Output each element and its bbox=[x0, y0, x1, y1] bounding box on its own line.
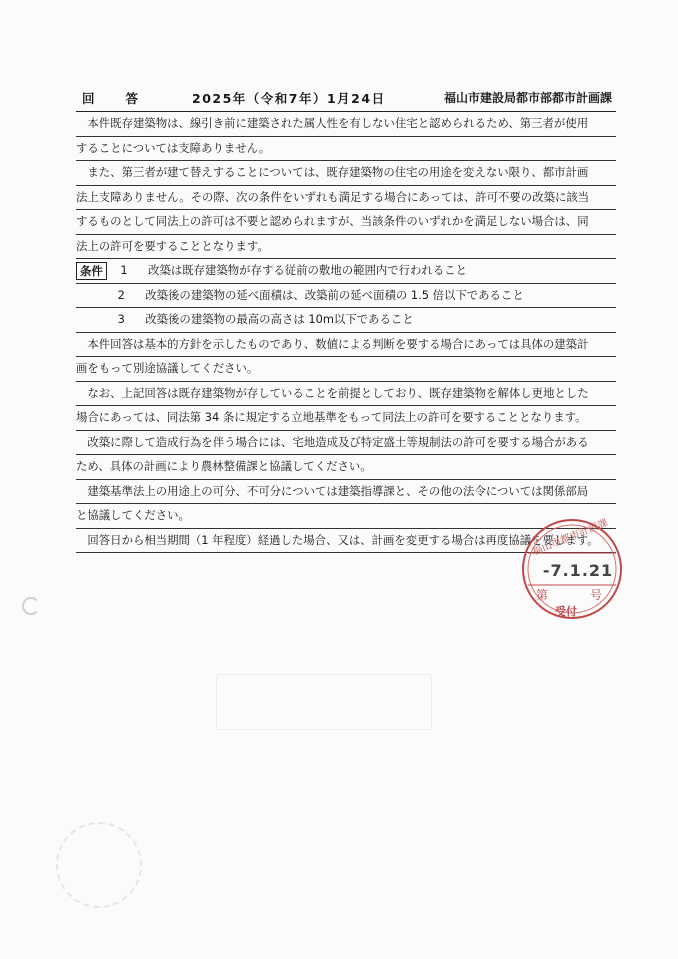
stamp-number-prefix: 第 bbox=[536, 588, 549, 602]
answer-header bbox=[76, 84, 616, 112]
issuing-organization: 福山市建設局都市部都市計画課 bbox=[443, 91, 612, 105]
condition-row bbox=[76, 284, 616, 309]
note-line: 回答日から相当期間（1 年程度）経過した場合、又は、計画を変更する場合は再度協議を要します。 bbox=[76, 529, 616, 554]
body-line: 法上支障ありません。その際、次の条件をいずれも満足する場合にあっては、許可不要の改築に該当 bbox=[76, 186, 616, 211]
stamp-received-label: 受付 bbox=[555, 605, 577, 618]
body-line: 法上の許可を要することとなります。 bbox=[76, 235, 616, 260]
condition-text: 改築後の建築物の延べ面積は、改築前の延べ面積の 1.5 倍以下であること bbox=[145, 287, 524, 302]
note-line: 本件回答は基本的方針を示したものであり、数値による判断を要する場合にあっては具体の建築計 bbox=[76, 333, 616, 358]
condition-number: 1 bbox=[120, 263, 128, 277]
conditions-label: 条件 bbox=[76, 262, 107, 280]
stamp-number-suffix: 号 bbox=[590, 588, 603, 602]
body-line: また、第三者が建て替えすることについては、既存建築物の住宅の用途を変えない限り、都市計画 bbox=[76, 161, 616, 186]
condition-text: 改築は既存建築物が存する従前の敷地の範囲内で行われること bbox=[148, 263, 467, 277]
note-line: 画をもって別途協議してください。 bbox=[76, 357, 616, 382]
body-line: するものとして同法上の許可は不要と認められますが、当該条件のいずれかを満足しない場合は、同 bbox=[76, 210, 616, 235]
note-line: なお、上記回答は既存建築物が存していることを前提としており、既存建築物を解体し更地とした bbox=[76, 382, 616, 407]
faint-bleed-through-stamp bbox=[56, 822, 142, 908]
binder-hole-mark bbox=[22, 597, 40, 615]
stamp-date: -7.1.21 bbox=[542, 561, 614, 580]
condition-number: 3 bbox=[117, 312, 125, 326]
note-line: と協議してください。 bbox=[76, 504, 616, 529]
faint-bleed-through-box bbox=[216, 674, 432, 730]
body-line: 本件既存建築物は、線引き前に建築された属人性を有しない住宅と認められるため、第三者が使用 bbox=[76, 112, 616, 137]
answer-date: 2025年（令和7年）1月24日 bbox=[192, 91, 386, 106]
condition-row bbox=[76, 259, 616, 284]
answer-label: 回 答 bbox=[82, 91, 141, 106]
condition-number: 2 bbox=[117, 287, 125, 302]
answer-form bbox=[76, 84, 616, 553]
body-line: することについては支障ありません。 bbox=[76, 137, 616, 162]
note-line: ため、具体の計画により農林整備課と協議してください。 bbox=[76, 455, 616, 480]
note-line: 場合にあっては、同法第 34 条に規定する立地基準をもって同法上の許可を要することとなります。 bbox=[76, 406, 616, 431]
stamp-organization: 福山市都市計画課 bbox=[531, 517, 610, 558]
condition-row bbox=[76, 308, 616, 333]
condition-text: 改築後の建築物の最高の高さは 10m以下であること bbox=[145, 312, 414, 326]
note-line: 改築に際して造成行為を伴う場合には、宅地造成及び特定盛土等規制法の許可を要する場合がある bbox=[76, 431, 616, 456]
note-line: 建築基準法上の用途上の可分、不可分については建築指導課と、その他の法令については関係部局 bbox=[76, 480, 616, 505]
